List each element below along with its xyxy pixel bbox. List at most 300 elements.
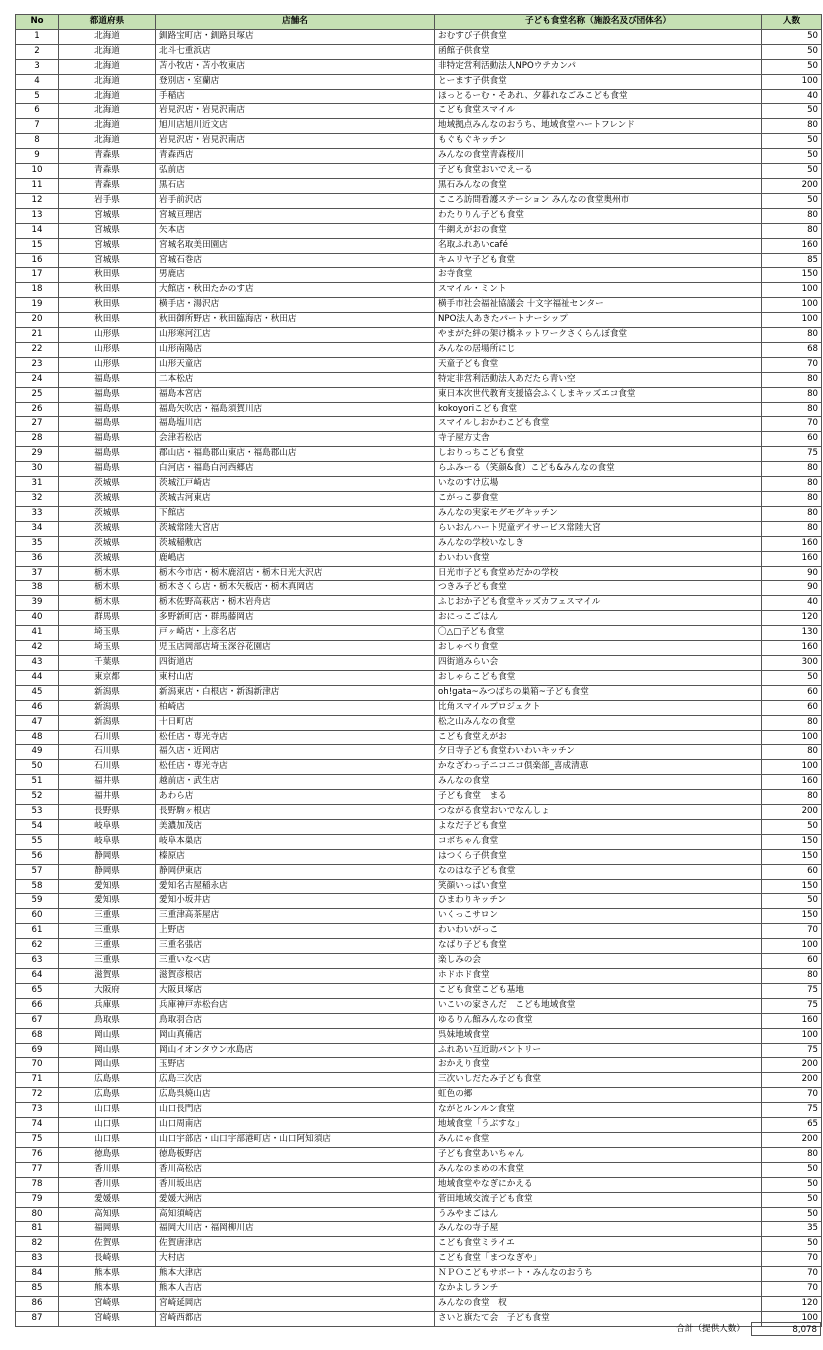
cell-prefecture: 北海道: [59, 119, 156, 134]
cell-store: 栃木今市店・栃木鹿沼店・栃木日光大沢店: [156, 566, 435, 581]
cell-count: 60: [762, 864, 822, 879]
table-row: [16, 536, 822, 551]
table-body: [16, 29, 822, 1326]
cell-prefecture: 三重県: [59, 924, 156, 939]
cell-store: 栃木佐野高萩店・栃木岩舟店: [156, 596, 435, 611]
cell-store: 岩見沢店・岩見沢南店: [156, 134, 435, 149]
cell-prefecture: 宮城県: [59, 223, 156, 238]
cell-store: 鳥取羽合店: [156, 1013, 435, 1028]
cell-cafeteria: らいおんハート児童デイサービス常陸大宮: [435, 521, 762, 536]
cell-cafeteria: 子ども食堂 まる: [435, 790, 762, 805]
cell-store: 横手店・湯沢店: [156, 298, 435, 313]
cell-prefecture: 北海道: [59, 134, 156, 149]
cell-no: 53: [16, 805, 59, 820]
cell-store: 茨城古河東店: [156, 492, 435, 507]
cell-prefecture: 北海道: [59, 89, 156, 104]
table-row: [16, 596, 822, 611]
cell-store: 茨城常陸大宮店: [156, 521, 435, 536]
cell-prefecture: 岐阜県: [59, 819, 156, 834]
cell-count: 200: [762, 178, 822, 193]
cell-cafeteria: わたりりん子ども食堂: [435, 208, 762, 223]
cell-store: 矢本店: [156, 223, 435, 238]
cell-cafeteria: 菅田地域交流子ども食堂: [435, 1192, 762, 1207]
cell-prefecture: 山口県: [59, 1132, 156, 1147]
total-row: [15, 1322, 821, 1336]
cell-store: 戸ヶ崎店・上彦名店: [156, 626, 435, 641]
cell-no: 35: [16, 536, 59, 551]
cell-no: 43: [16, 655, 59, 670]
cell-count: 130: [762, 626, 822, 641]
cell-count: 85: [762, 253, 822, 268]
cell-count: 80: [762, 387, 822, 402]
cell-prefecture: 香川県: [59, 1162, 156, 1177]
cell-prefecture: 三重県: [59, 954, 156, 969]
cell-count: 80: [762, 790, 822, 805]
cell-count: 60: [762, 700, 822, 715]
cell-store: 愛媛大洲店: [156, 1192, 435, 1207]
cell-prefecture: 鳥取県: [59, 1013, 156, 1028]
cell-count: 75: [762, 998, 822, 1013]
cell-cafeteria: わいわい食堂: [435, 551, 762, 566]
table-row: [16, 134, 822, 149]
cell-count: 60: [762, 954, 822, 969]
cell-prefecture: 新潟県: [59, 700, 156, 715]
cell-prefecture: 秋田県: [59, 268, 156, 283]
cell-cafeteria: わいわいがっこ: [435, 924, 762, 939]
cell-prefecture: 栃木県: [59, 566, 156, 581]
table-row: [16, 909, 822, 924]
cell-count: 150: [762, 909, 822, 924]
cell-count: 50: [762, 164, 822, 179]
cell-store: 徳島板野店: [156, 1147, 435, 1162]
cell-prefecture: 東京都: [59, 670, 156, 685]
cell-cafeteria: 子ども食堂あいちゃん: [435, 1147, 762, 1162]
cell-prefecture: 佐賀県: [59, 1237, 156, 1252]
cell-prefecture: 岡山県: [59, 1043, 156, 1058]
cell-no: 60: [16, 909, 59, 924]
cell-count: 50: [762, 134, 822, 149]
table-row: [16, 1058, 822, 1073]
cell-count: 200: [762, 1132, 822, 1147]
cell-store: 秋田御所野店・秋田臨海店・秋田店: [156, 313, 435, 328]
cell-prefecture: 徳島県: [59, 1147, 156, 1162]
table-row: [16, 626, 822, 641]
table-row: [16, 879, 822, 894]
cell-store: 香川高松店: [156, 1162, 435, 1177]
table-row: [16, 819, 822, 834]
header-row: [16, 15, 822, 30]
cell-store: 二本松店: [156, 372, 435, 387]
cell-no: 71: [16, 1073, 59, 1088]
cell-no: 84: [16, 1267, 59, 1282]
cell-cafeteria: なのはな子ども食堂: [435, 864, 762, 879]
cell-count: 70: [762, 1267, 822, 1282]
cell-store: 榛原店: [156, 849, 435, 864]
cell-cafeteria: NPO法人あきたパートナーシップ: [435, 313, 762, 328]
cell-store: 東村山店: [156, 670, 435, 685]
cell-no: 12: [16, 193, 59, 208]
cell-count: 150: [762, 834, 822, 849]
table-row: [16, 849, 822, 864]
table-row: [16, 775, 822, 790]
cell-count: 160: [762, 551, 822, 566]
cell-count: 160: [762, 536, 822, 551]
cell-count: 75: [762, 1043, 822, 1058]
cell-no: 4: [16, 74, 59, 89]
cell-prefecture: 北海道: [59, 59, 156, 74]
table-row: [16, 342, 822, 357]
cell-prefecture: 埼玉県: [59, 626, 156, 641]
header-prefecture: 都道府県: [59, 15, 156, 30]
cell-cafeteria: おにっこごはん: [435, 611, 762, 626]
table-row: [16, 74, 822, 89]
cell-prefecture: 北海道: [59, 74, 156, 89]
table-row: [16, 506, 822, 521]
table-row: [16, 1103, 822, 1118]
cell-count: 100: [762, 939, 822, 954]
table-row: [16, 223, 822, 238]
cell-prefecture: 福島県: [59, 387, 156, 402]
cell-prefecture: 茨城県: [59, 477, 156, 492]
cell-cafeteria: 函館子供食堂: [435, 44, 762, 59]
cell-store: 鹿嶋店: [156, 551, 435, 566]
table-row: [16, 834, 822, 849]
cell-count: 80: [762, 223, 822, 238]
cell-cafeteria: みんにゃ食堂: [435, 1132, 762, 1147]
cell-cafeteria: ゆるりん館みんなの食堂: [435, 1013, 762, 1028]
cell-count: 90: [762, 566, 822, 581]
table-row: [16, 1282, 822, 1297]
cell-count: 50: [762, 1177, 822, 1192]
cell-no: 11: [16, 178, 59, 193]
cell-count: 50: [762, 819, 822, 834]
cell-cafeteria: 黒石みんなの食堂: [435, 178, 762, 193]
cell-prefecture: 熊本県: [59, 1267, 156, 1282]
cell-store: 越前店・武生店: [156, 775, 435, 790]
table-row: [16, 1192, 822, 1207]
cell-store: 宮城石巻店: [156, 253, 435, 268]
cell-no: 50: [16, 760, 59, 775]
cell-cafeteria: 楽しみの会: [435, 954, 762, 969]
cell-no: 58: [16, 879, 59, 894]
cell-no: 42: [16, 641, 59, 656]
cell-count: 50: [762, 59, 822, 74]
cell-store: 岐阜本巣店: [156, 834, 435, 849]
cell-no: 18: [16, 283, 59, 298]
cell-count: 300: [762, 655, 822, 670]
cell-count: 200: [762, 1058, 822, 1073]
table-row: [16, 1118, 822, 1133]
cell-count: 120: [762, 611, 822, 626]
cell-prefecture: 福島県: [59, 462, 156, 477]
cell-no: 7: [16, 119, 59, 134]
cell-prefecture: 宮城県: [59, 238, 156, 253]
cell-store: 北斗七重浜店: [156, 44, 435, 59]
cell-no: 15: [16, 238, 59, 253]
cell-prefecture: 広島県: [59, 1088, 156, 1103]
cell-cafeteria: みんなの食堂: [435, 775, 762, 790]
table-row: [16, 969, 822, 984]
cell-count: 50: [762, 29, 822, 44]
cell-no: 21: [16, 328, 59, 343]
cell-no: 85: [16, 1282, 59, 1297]
cell-store: 滋賀彦根店: [156, 969, 435, 984]
cell-store: 郡山店・福島郡山東店・福島郡山店: [156, 447, 435, 462]
cell-cafeteria: うみやまごはん: [435, 1207, 762, 1222]
cell-store: 山形南陽店: [156, 342, 435, 357]
cell-prefecture: 三重県: [59, 909, 156, 924]
cell-store: 四街道店: [156, 655, 435, 670]
cell-cafeteria: 天童子ども食堂: [435, 357, 762, 372]
cell-cafeteria: 笑顔いっぱい食堂: [435, 879, 762, 894]
table-row: [16, 477, 822, 492]
table-row: [16, 894, 822, 909]
cell-prefecture: 兵庫県: [59, 998, 156, 1013]
cell-no: 8: [16, 134, 59, 149]
cell-store: 栃木さくら店・栃木矢板店・栃木真岡店: [156, 581, 435, 596]
cell-store: 熊本大津店: [156, 1267, 435, 1282]
cell-prefecture: 青森県: [59, 178, 156, 193]
cell-prefecture: 高知県: [59, 1207, 156, 1222]
cell-store: 広島三次店: [156, 1073, 435, 1088]
cell-cafeteria: 横手市社会福祉協議会 十文字福祉センター: [435, 298, 762, 313]
cell-no: 22: [16, 342, 59, 357]
cell-prefecture: 滋賀県: [59, 969, 156, 984]
table-row: [16, 1132, 822, 1147]
cell-no: 70: [16, 1058, 59, 1073]
cell-no: 41: [16, 626, 59, 641]
cell-no: 6: [16, 104, 59, 119]
cell-store: 十日町店: [156, 715, 435, 730]
cell-prefecture: 静岡県: [59, 849, 156, 864]
cell-count: 60: [762, 685, 822, 700]
cell-count: 120: [762, 1296, 822, 1311]
cell-store: 弘前店: [156, 164, 435, 179]
cell-prefecture: 福島県: [59, 432, 156, 447]
cell-cafeteria: みんなの居場所にじ: [435, 342, 762, 357]
cell-cafeteria: さいと旗たて会 子ども食堂: [435, 1311, 762, 1326]
cell-prefecture: 三重県: [59, 939, 156, 954]
cell-no: 64: [16, 969, 59, 984]
cell-cafeteria: ながとルンルン食堂: [435, 1103, 762, 1118]
cell-prefecture: 茨城県: [59, 506, 156, 521]
cell-prefecture: 熊本県: [59, 1282, 156, 1297]
cell-prefecture: 秋田県: [59, 313, 156, 328]
cell-count: 35: [762, 1222, 822, 1237]
cell-store: 岩手前沢店: [156, 193, 435, 208]
cell-count: 50: [762, 44, 822, 59]
cell-count: 50: [762, 1207, 822, 1222]
cell-no: 30: [16, 462, 59, 477]
cell-count: 160: [762, 775, 822, 790]
cell-no: 52: [16, 790, 59, 805]
cell-count: 50: [762, 1162, 822, 1177]
cell-no: 14: [16, 223, 59, 238]
cell-store: 山口周南店: [156, 1118, 435, 1133]
cell-store: 玉野店: [156, 1058, 435, 1073]
cell-prefecture: 長野県: [59, 805, 156, 820]
cell-cafeteria: ＮＰＯこどもサポート・みんなのおうち: [435, 1267, 762, 1282]
cell-cafeteria: らふみーる（笑顔&食）こども&みんなの食堂: [435, 462, 762, 477]
cell-cafeteria: いくっこサロン: [435, 909, 762, 924]
cell-count: 80: [762, 715, 822, 730]
cell-cafeteria: はつくら子供食堂: [435, 849, 762, 864]
cell-store: 福島矢吹店・福島須賀川店: [156, 402, 435, 417]
table-row: [16, 208, 822, 223]
cell-prefecture: 福井県: [59, 790, 156, 805]
cell-no: 59: [16, 894, 59, 909]
table-row: [16, 939, 822, 954]
cell-cafeteria: いなのすけ広場: [435, 477, 762, 492]
cell-count: 70: [762, 417, 822, 432]
cell-prefecture: 茨城県: [59, 536, 156, 551]
table-row: [16, 998, 822, 1013]
cell-prefecture: 石川県: [59, 730, 156, 745]
cell-prefecture: 山口県: [59, 1103, 156, 1118]
cell-store: 会津若松店: [156, 432, 435, 447]
cell-store: 松任店・専光寺店: [156, 760, 435, 775]
cell-count: 150: [762, 879, 822, 894]
cell-cafeteria: おしゃらこども食堂: [435, 670, 762, 685]
cell-no: 27: [16, 417, 59, 432]
table-row: [16, 1252, 822, 1267]
cell-count: 150: [762, 268, 822, 283]
cell-no: 31: [16, 477, 59, 492]
cell-no: 34: [16, 521, 59, 536]
cell-count: 80: [762, 119, 822, 134]
table-row: [16, 372, 822, 387]
cell-cafeteria: 非特定営利活動法人NPOウテカンパ: [435, 59, 762, 74]
cell-count: 100: [762, 760, 822, 775]
table-row: [16, 1267, 822, 1282]
cell-no: 73: [16, 1103, 59, 1118]
cell-no: 45: [16, 685, 59, 700]
cell-prefecture: 福井県: [59, 775, 156, 790]
table-row: [16, 983, 822, 998]
table-row: [16, 1088, 822, 1103]
cell-cafeteria: みんなの食堂青森桜川: [435, 149, 762, 164]
cell-prefecture: 山形県: [59, 328, 156, 343]
table-row: [16, 119, 822, 134]
cell-store: 大村店: [156, 1252, 435, 1267]
total-value: 8,078: [751, 1322, 821, 1336]
table-row: [16, 89, 822, 104]
cell-cafeteria: 特定非営利活動法人あだたら青い空: [435, 372, 762, 387]
cell-count: 80: [762, 506, 822, 521]
cell-store: 宮城亘理店: [156, 208, 435, 223]
cell-count: 100: [762, 298, 822, 313]
table-row: [16, 1296, 822, 1311]
cell-store: 児玉店岡部店埼玉深谷花園店: [156, 641, 435, 656]
cell-store: 岡山イオンタウン水島店: [156, 1043, 435, 1058]
cell-store: 岩見沢店・岩見沢南店: [156, 104, 435, 119]
cell-store: 茨城稲敷店: [156, 536, 435, 551]
table-row: [16, 1013, 822, 1028]
table-row: [16, 298, 822, 313]
table-row: [16, 44, 822, 59]
table-row: [16, 805, 822, 820]
cell-no: 62: [16, 939, 59, 954]
table-row: [16, 164, 822, 179]
table-row: [16, 1207, 822, 1222]
cell-prefecture: 長崎県: [59, 1252, 156, 1267]
cell-prefecture: 埼玉県: [59, 641, 156, 656]
cell-cafeteria: 日光市子ども食堂めだかの学校: [435, 566, 762, 581]
table-row: [16, 566, 822, 581]
cell-cafeteria: おむすび子供食堂: [435, 29, 762, 44]
cell-count: 70: [762, 1282, 822, 1297]
table-row: [16, 715, 822, 730]
cell-count: 70: [762, 1088, 822, 1103]
cell-prefecture: 石川県: [59, 745, 156, 760]
table-row: [16, 954, 822, 969]
cell-store: 三重名張店: [156, 939, 435, 954]
cell-prefecture: 愛知県: [59, 894, 156, 909]
cell-cafeteria: 松之山みんなの食堂: [435, 715, 762, 730]
cell-prefecture: 香川県: [59, 1177, 156, 1192]
cell-store: 青森西店: [156, 149, 435, 164]
cell-no: 51: [16, 775, 59, 790]
cell-count: 160: [762, 238, 822, 253]
cell-cafeteria: 地域食堂「うぶすな」: [435, 1118, 762, 1133]
cell-cafeteria: 夕日寺子ども食堂わいわいキッチン: [435, 745, 762, 760]
cell-prefecture: 岡山県: [59, 1028, 156, 1043]
cell-no: 49: [16, 745, 59, 760]
cell-prefecture: 茨城県: [59, 521, 156, 536]
cell-no: 32: [16, 492, 59, 507]
cell-store: 大阪貝塚店: [156, 983, 435, 998]
cell-no: 24: [16, 372, 59, 387]
cell-count: 70: [762, 1252, 822, 1267]
cell-store: 上野店: [156, 924, 435, 939]
cell-cafeteria: つながる食堂おいでなんしょ: [435, 805, 762, 820]
cell-prefecture: 山口県: [59, 1118, 156, 1133]
cell-no: 77: [16, 1162, 59, 1177]
table-row: [16, 581, 822, 596]
table-row: [16, 328, 822, 343]
cell-cafeteria: こども食堂スマイル: [435, 104, 762, 119]
cell-count: 100: [762, 313, 822, 328]
cell-store: 静岡伊東店: [156, 864, 435, 879]
cell-count: 70: [762, 357, 822, 372]
cell-prefecture: 石川県: [59, 760, 156, 775]
cell-count: 68: [762, 342, 822, 357]
table-row: [16, 313, 822, 328]
cell-store: 宮崎西都店: [156, 1311, 435, 1326]
cell-store: 愛知小坂井店: [156, 894, 435, 909]
table-row: [16, 670, 822, 685]
cell-prefecture: 福島県: [59, 417, 156, 432]
table-row: [16, 551, 822, 566]
cell-prefecture: 北海道: [59, 44, 156, 59]
cell-store: 岡山真備店: [156, 1028, 435, 1043]
table-row: [16, 462, 822, 477]
cell-no: 74: [16, 1118, 59, 1133]
cell-no: 47: [16, 715, 59, 730]
cell-store: 長野駒ヶ根店: [156, 805, 435, 820]
cell-prefecture: 宮城県: [59, 253, 156, 268]
cell-cafeteria: しおりっちこども食堂: [435, 447, 762, 462]
table-row: [16, 641, 822, 656]
cell-prefecture: 福島県: [59, 372, 156, 387]
cell-count: 60: [762, 432, 822, 447]
cell-no: 57: [16, 864, 59, 879]
cell-count: 75: [762, 1103, 822, 1118]
cell-cafeteria: みんなの実家モグモグキッチン: [435, 506, 762, 521]
table-row: [16, 357, 822, 372]
cell-count: 80: [762, 745, 822, 760]
cell-count: 70: [762, 924, 822, 939]
